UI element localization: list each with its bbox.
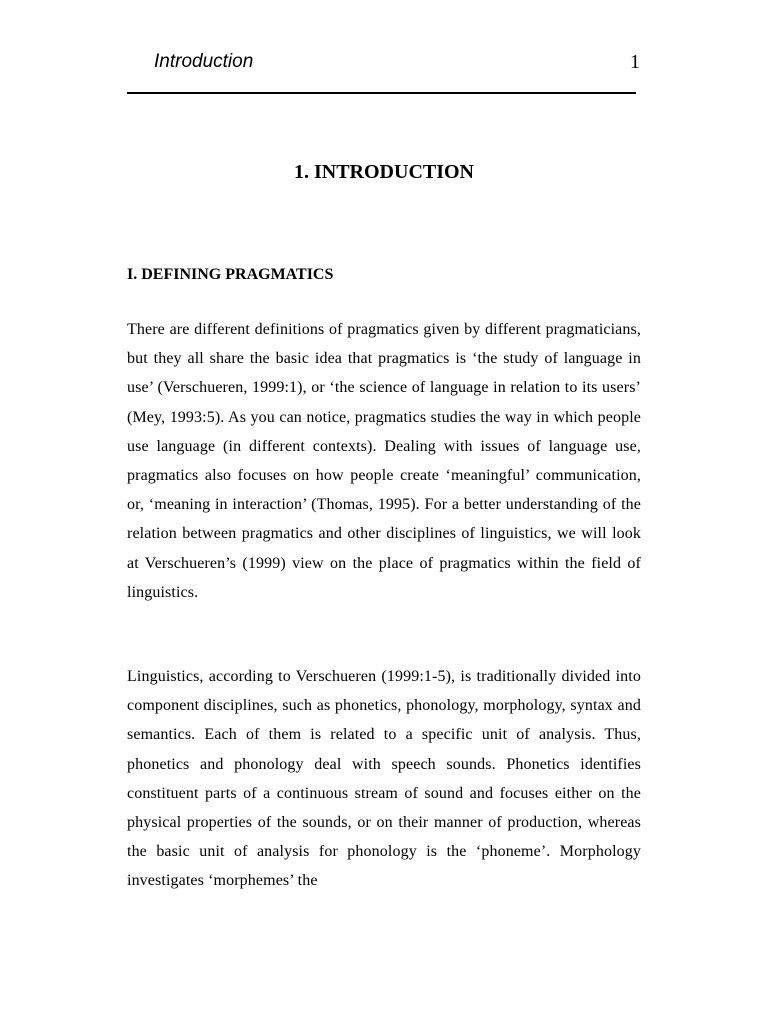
running-header-title: Introduction: [154, 51, 254, 72]
section-heading: I. DEFINING PRAGMATICS: [127, 266, 334, 283]
header-divider: [127, 92, 636, 94]
body-paragraph-1: There are different definitions of pragmatics given by different pragmaticians, but they all share the basic idea that pragmatics is ‘the study of language in use’ (Verschueren, 1999:1), or ‘the science of language in relation to its users’ (Mey, 1993:5). As you can notice, pragmatics studies the way in which people use language (in different contexts). Dealing with issues of language use, pragmatics also focuses on how people create ‘meaningful’ communication, or, ‘meaning in interaction’ (Thomas, 1995). For a better understanding of the relation between pragmatics and other disciplines of linguistics, we will look at Verschueren’s (1999) view on the place of pragmatics within the field of linguistics.: [127, 321, 641, 601]
page-number: 1: [630, 51, 640, 73]
body-paragraph-2: Linguistics, according to Verschueren (1999:1-5), is traditionally divided into component disciplines, such as phonetics, phonology, morphology, syntax and semantics. Each of them is related to a specific unit of analysis. Thus, phonetics and phonology deal with speech sounds. Phonetics identifies constituent parts of a continuous stream of sound and focuses either on the physical properties of the sounds, or on their manner of production, whereas the basic unit of analysis for phonology is the ‘phoneme’. Morphology investigates ‘morphemes’ the: [127, 668, 641, 890]
chapter-title: 1. INTRODUCTION: [293, 161, 475, 183]
running-header: [154, 49, 640, 75]
